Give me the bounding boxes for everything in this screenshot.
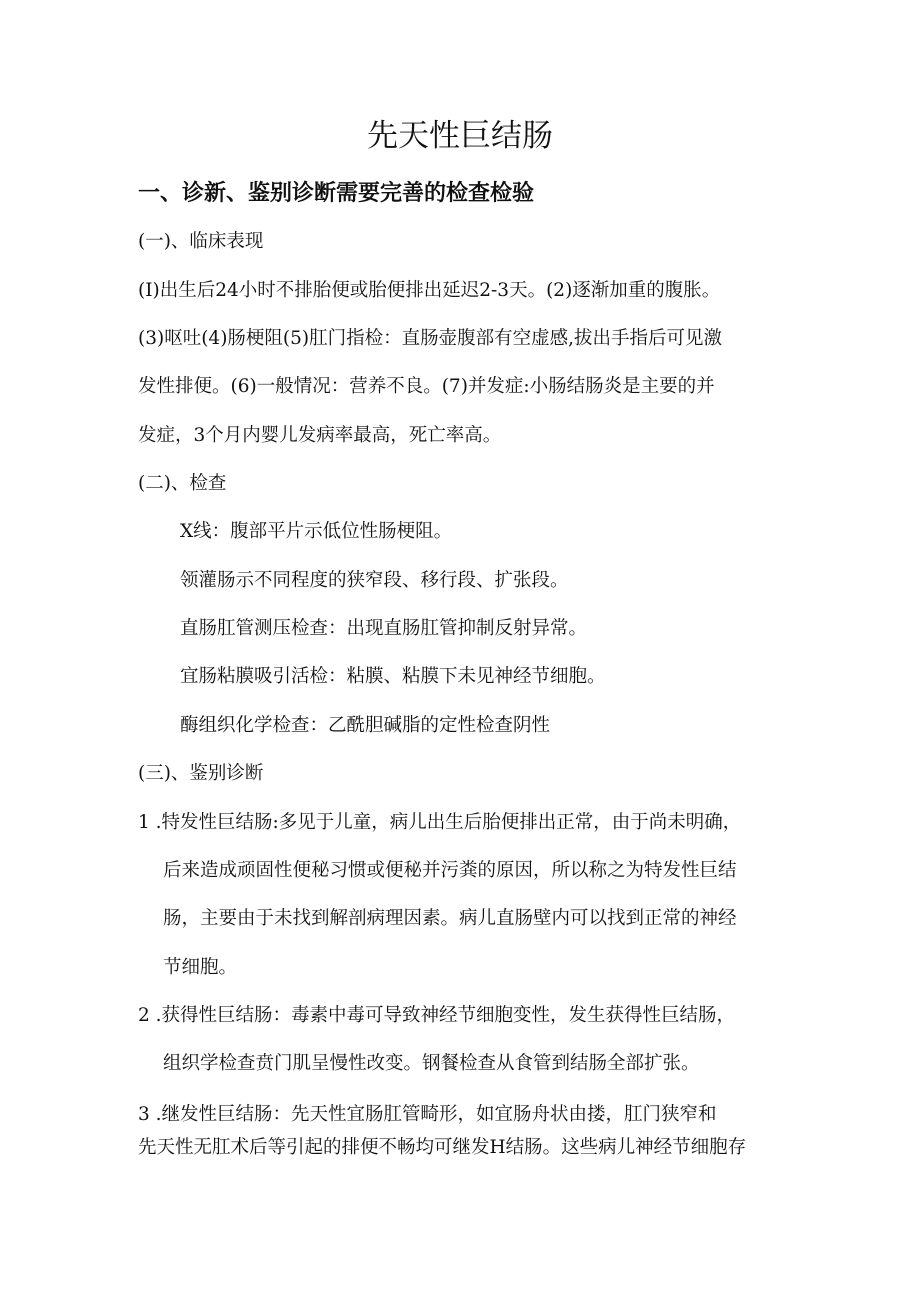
exam-item: X线：腹部平片示低位性肠梗阻。 [180, 521, 453, 542]
clinical-line: 发症，3个月内婴儿发病率最高，死亡率高。 [138, 425, 502, 446]
differential-item-line: 肠，主要由于未找到解剖病理因素。病儿直肠壁内可以找到正常的神经 [163, 908, 737, 929]
exam-item: 酶组织化学检查：乙酰胆碱脂的定性检查阴性 [180, 715, 551, 736]
clinical-line: 发性排便。(6)一般情况：营养不良。(7)并发症:小肠结肠炎是主要的并 [138, 376, 715, 397]
section-heading: 一、诊新、鉴别诊断需要完善的检查检验 [138, 181, 535, 206]
document-title: 先天性巨结肠 [367, 118, 553, 154]
differential-heading: (三)、鉴别诊断 [138, 763, 264, 784]
differential-item-line: 先天性无肛术后等引起的排便不畅均可继发H结肠。这些病儿神经节细胞存 [138, 1137, 747, 1158]
differential-item-line: 组织学检查贲门肌呈慢性改变。钢餐检查从食管到结肠全部扩张。 [163, 1053, 700, 1074]
clinical-heading: (一)、临床表现 [138, 231, 264, 252]
differential-item-line: 节细胞。 [163, 957, 238, 978]
differential-item-line: 1 .特发性巨结肠:多见于儿童，病儿出生后胎便排出正常，由于尚未明确， [138, 812, 742, 833]
differential-item-line: 2 .获得性巨结肠：毒素中毒可导致神经节细胞变性，发生获得性巨结肠， [138, 1005, 736, 1026]
clinical-line: (3)呕吐(4)肠梗阻(5)肛门指检：直肠壶腹部有空虚感,拔出手指后可见激 [138, 328, 722, 349]
exam-heading: (二)、检查 [138, 473, 227, 494]
exam-item: 直肠肛管测压检查：出现直肠肛管抑制反射异常。 [180, 618, 588, 639]
clinical-line: (I)出生后24小时不排胎便或胎便排出延迟2-3天。(2)逐渐加重的腹胀。 [138, 280, 721, 301]
differential-item-line: 后来造成顽固性便秘习惯或便秘并污粪的原因，所以称之为特发性巨结 [163, 860, 737, 881]
differential-item-line: 3 .继发性巨结肠：先天性宜肠肛管畸形，如宜肠舟状由搂，肛门狭窄和 [138, 1104, 717, 1125]
exam-item: 宜肠粘膜吸引活检：粘膜、粘膜下未见神经节细胞。 [180, 666, 606, 687]
exam-item: 领灌肠示不同程度的狭窄段、移行段、扩张段。 [180, 570, 569, 591]
